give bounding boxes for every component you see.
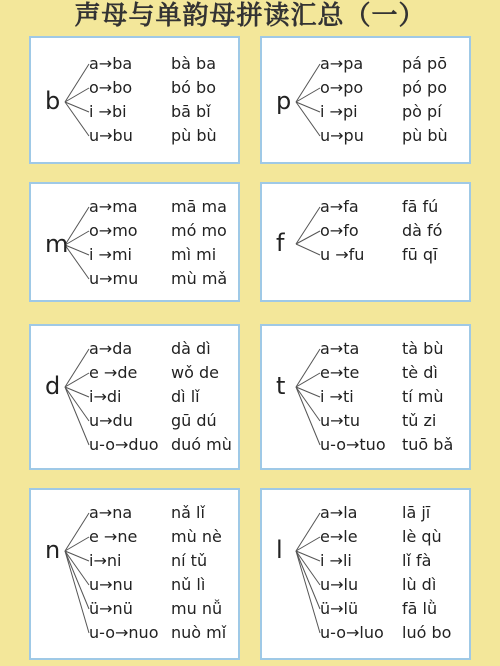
combo-text: ü→lü (320, 599, 359, 618)
initial-letter: m (45, 230, 69, 258)
pinyin-text: nuò mǐ (171, 623, 227, 642)
card-p (260, 36, 471, 164)
pinyin-text: nǎ lǐ (171, 503, 205, 522)
pinyin-text: bā bǐ (171, 102, 211, 121)
combo-text: u-o→nuo (89, 623, 159, 642)
combo-text: u→du (89, 411, 133, 430)
branch-line (65, 231, 89, 245)
pinyin-text: fā fú (402, 197, 439, 216)
initial-letter: t (276, 372, 286, 400)
branch-lines (262, 184, 473, 304)
pinyin-text: lā jī (402, 503, 431, 522)
combo-text: u →fu (320, 245, 365, 264)
combo-text: u→nu (89, 575, 133, 594)
combo-text: u→tu (320, 411, 360, 430)
combo-text: o→bo (89, 78, 133, 97)
combo-text: ü→nü (89, 599, 133, 618)
initial-letter: d (45, 372, 61, 400)
combo-text: u→pu (320, 126, 364, 145)
branch-line (296, 373, 320, 387)
combo-text: i→di (89, 387, 122, 406)
combo-text: a→da (89, 339, 133, 358)
combo-text: o→mo (89, 221, 138, 240)
combo-text: u-o→duo (89, 435, 159, 454)
combo-text: i →li (320, 551, 352, 570)
branch-line (296, 513, 320, 551)
pinyin-text: dì lǐ (171, 387, 200, 406)
pinyin-text: dà dì (171, 339, 211, 358)
combo-text: e →de (89, 363, 138, 382)
initial-letter: b (45, 87, 61, 115)
branch-line (296, 551, 320, 633)
card-n (29, 488, 240, 660)
branch-line (296, 349, 320, 387)
branch-line (65, 64, 89, 102)
pinyin-text: lǐ fà (402, 551, 432, 570)
combo-text: a→pa (320, 54, 364, 73)
branch-line (296, 88, 320, 102)
card-t (260, 324, 471, 470)
pinyin-text: lù dì (402, 575, 437, 594)
combo-text: e→te (320, 363, 360, 382)
page-title: 声母与单韵母拼读汇总（一） (74, 1, 426, 31)
branch-line (65, 88, 89, 102)
pinyin-text: tǔ zi (402, 411, 437, 430)
combo-text: a→ma (89, 197, 138, 216)
combo-text: e→le (320, 527, 358, 546)
combo-text: i →ti (320, 387, 354, 406)
combo-text: a→fa (320, 197, 359, 216)
branch-line (296, 244, 320, 255)
combo-text: i →pi (320, 102, 358, 121)
combo-text: u-o→tuo (320, 435, 386, 454)
pinyin-text: pó po (402, 78, 447, 97)
card-m (29, 182, 240, 302)
combo-text: u→lu (320, 575, 359, 594)
pinyin-text: fū qī (402, 245, 438, 264)
pinyin-text: tà bù (402, 339, 444, 358)
pinyin-text: fā lǜ (402, 599, 438, 618)
branch-line (296, 207, 320, 244)
combo-text: u→mu (89, 269, 139, 288)
pinyin-text: luó bo (402, 623, 452, 642)
branch-line (65, 513, 89, 551)
branch-line (65, 373, 89, 387)
initial-letter: l (276, 536, 283, 564)
combo-text: o→fo (320, 221, 359, 240)
combo-text: o→po (320, 78, 364, 97)
pinyin-text: tè dì (402, 363, 438, 382)
combo-text: a→ta (320, 339, 360, 358)
card-b (29, 36, 240, 164)
pinyin-text: gū dú (171, 411, 217, 430)
pinyin-text: nǔ lì (171, 575, 206, 594)
branch-line (65, 349, 89, 387)
pinyin-text: mó mo (171, 221, 227, 240)
combo-text: a→na (89, 503, 133, 522)
pinyin-text: dà fó (402, 221, 443, 240)
combo-text: i →mi (89, 245, 132, 264)
combo-text: a→ba (89, 54, 133, 73)
pinyin-text: tí mù (402, 387, 444, 406)
card-f (260, 182, 471, 302)
pinyin-text: lè qù (402, 527, 442, 546)
branch-line (65, 551, 89, 633)
branch-line (296, 231, 320, 244)
pinyin-text: bó bo (171, 78, 216, 97)
branch-line (65, 537, 89, 551)
pinyin-text: mā ma (171, 197, 227, 216)
pinyin-text: mu nǚ (171, 599, 223, 618)
pinyin-text: pò pí (402, 102, 442, 121)
combo-text: e →ne (89, 527, 138, 546)
pinyin-text: bà ba (171, 54, 217, 73)
branch-line (296, 64, 320, 102)
branch-line (65, 207, 89, 245)
pinyin-text: mù nè (171, 527, 222, 546)
pinyin-text: duó mù (171, 435, 232, 454)
combo-text: i →bi (89, 102, 127, 121)
initial-letter: p (276, 87, 292, 115)
combo-text: i→ni (89, 551, 122, 570)
initial-letter: f (276, 229, 285, 257)
pinyin-text: mù mǎ (171, 269, 228, 288)
combo-text: u-o→luo (320, 623, 384, 642)
initial-letter: n (45, 536, 61, 564)
pinyin-text: pá pō (402, 54, 447, 73)
pinyin-text: mì mi (171, 245, 217, 264)
pinyin-text: wǒ de (171, 363, 219, 382)
pinyin-text: pù bù (171, 126, 217, 145)
pinyin-text: pù bù (402, 126, 448, 145)
combo-text: a→la (320, 503, 358, 522)
pinyin-text: ní tǔ (171, 551, 208, 570)
pinyin-text: tuō bǎ (402, 435, 454, 454)
branch-line (296, 537, 320, 551)
card-l (260, 488, 471, 660)
combo-text: u→bu (89, 126, 133, 145)
card-d (29, 324, 240, 470)
